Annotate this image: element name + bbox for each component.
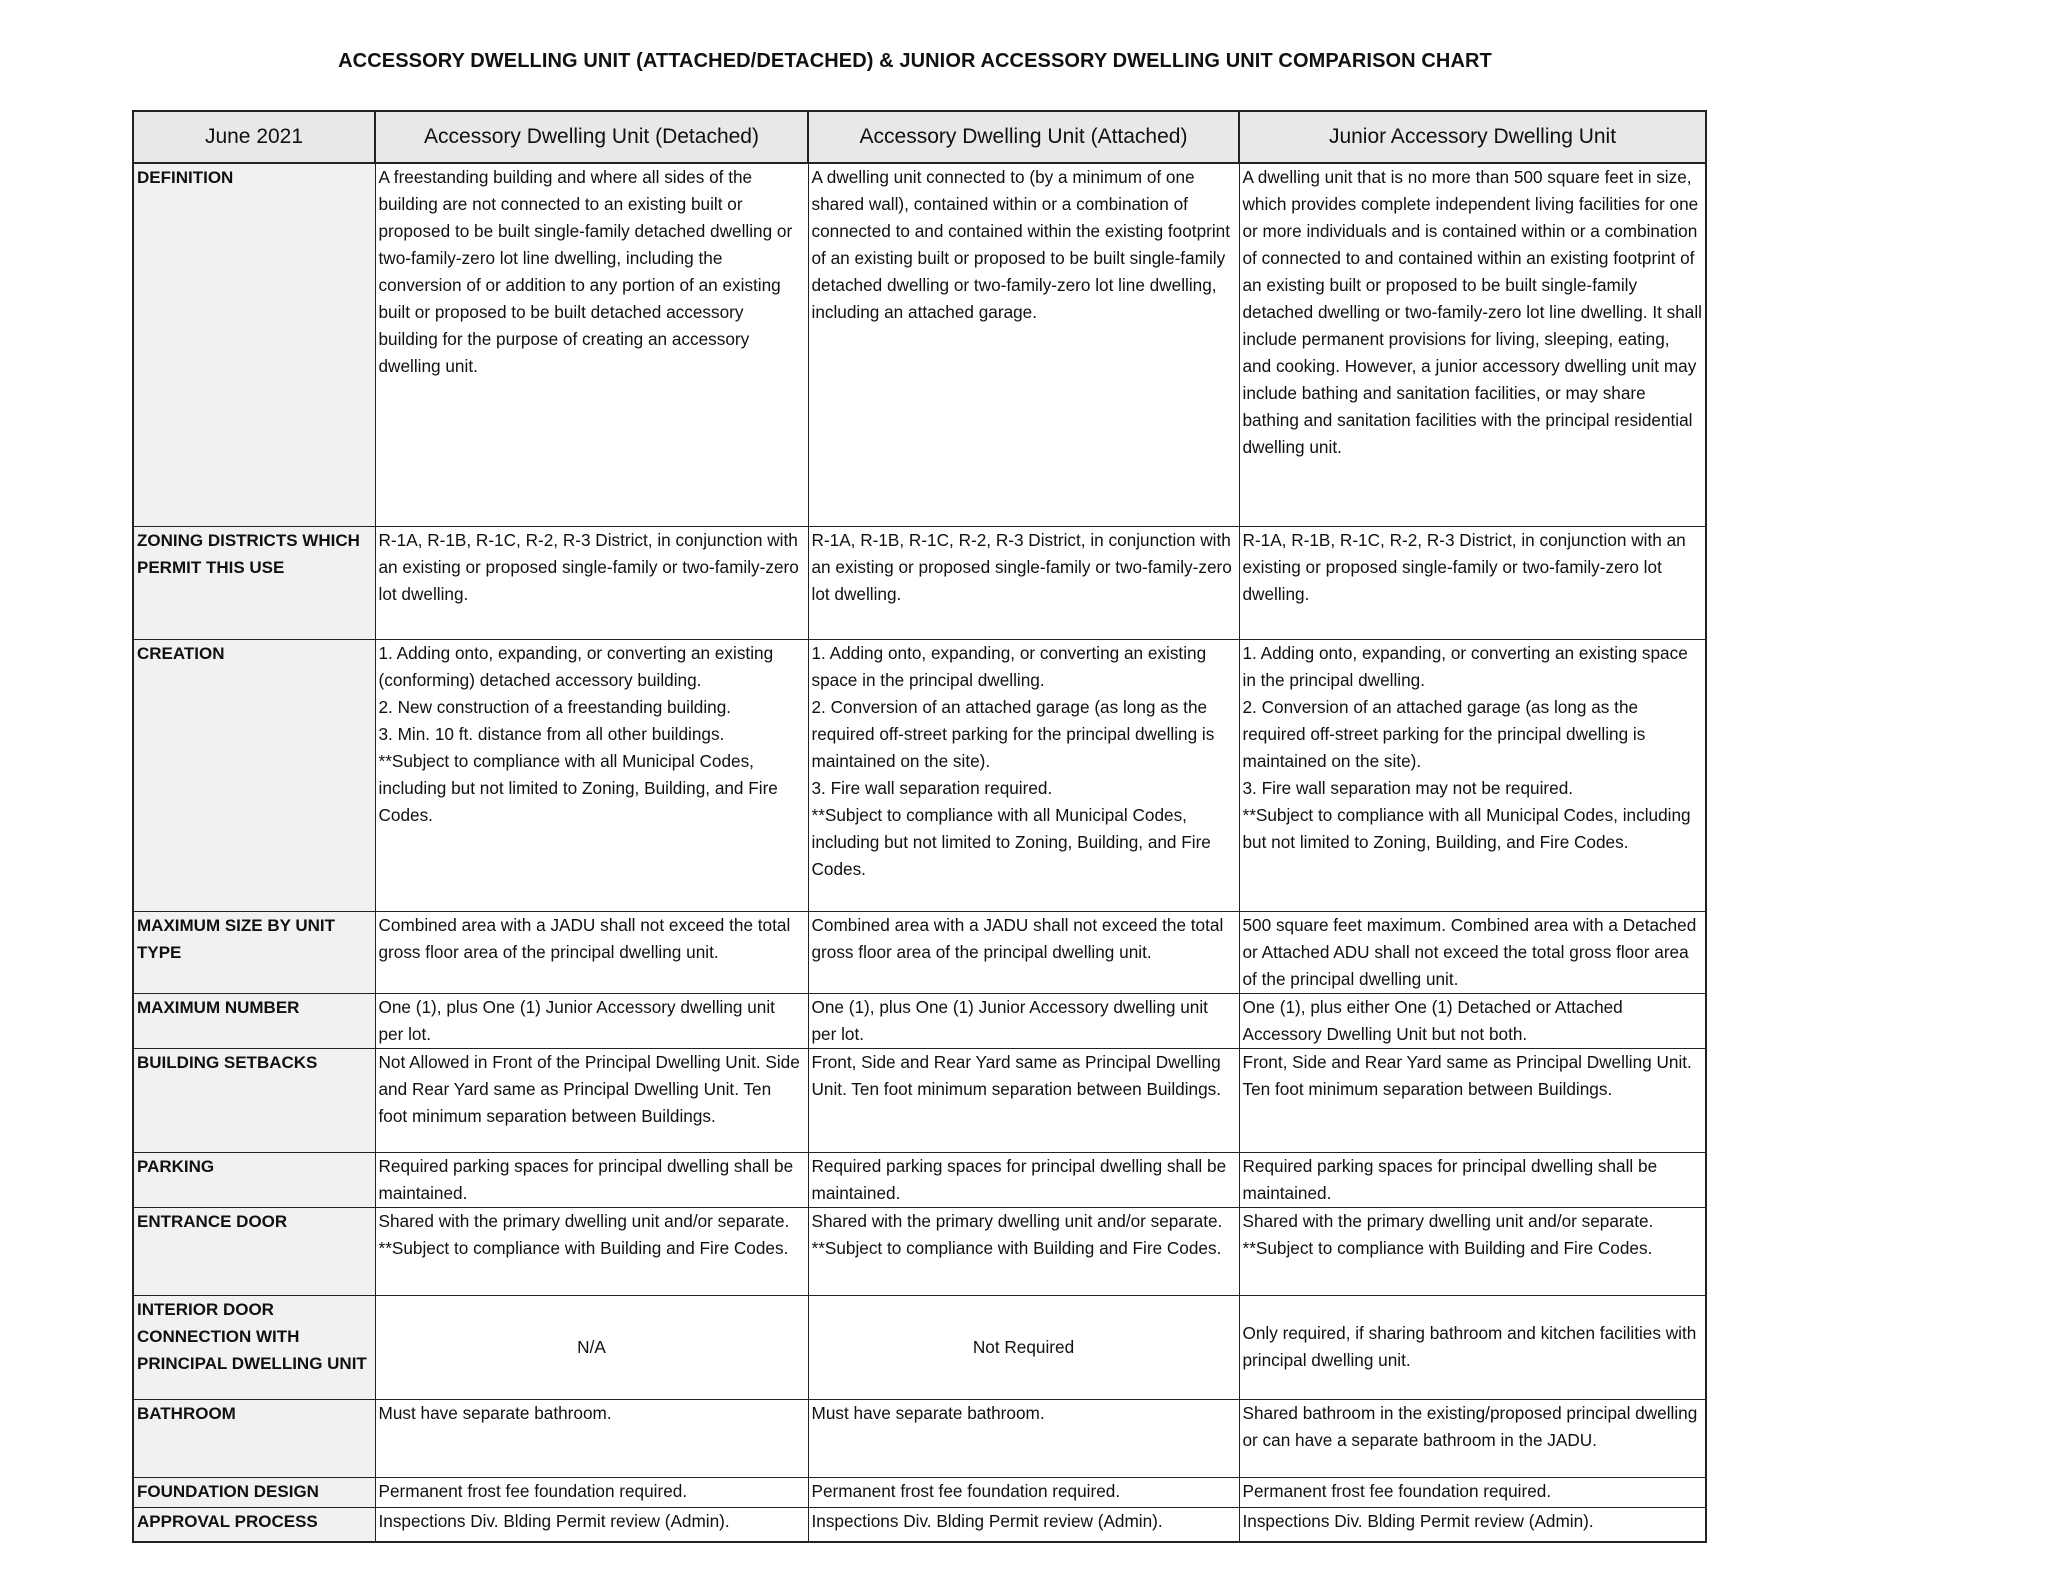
cell-text: Shared with the primary dwelling unit and/or separate. **Subject to compliance with Building and Fire Codes. [1242,1210,1654,1258]
table-cell [1239,1207,1706,1295]
header-adu-attached: Accessory Dwelling Unit (Attached) [808,111,1239,163]
cell-text: Front, Side and Rear Yard same as Principal Dwelling Unit. Ten foot minimum separation between Buildings. [811,1051,1222,1099]
cell-text: Permanent frost fee foundation required. [811,1480,1121,1501]
cell-text: Inspections Div. Blding Permit review (Admin). [1242,1510,1594,1531]
header-jadu: Junior Accessory Dwelling Unit [1239,111,1706,163]
cell-text: Combined area with a JADU shall not exceed the total gross floor area of the principal dwelling unit. [811,914,1224,962]
table-cell [1239,526,1706,639]
table-cell [1239,1048,1706,1152]
row-label: MAXIMUM NUMBER [133,993,375,1048]
cell-text: R-1A, R-1B, R-1C, R-2, R-3 District, in conjunction with an existing or proposed single-family or two-family-zero lot dwelling. [1242,529,1686,604]
table-cell [808,1048,1239,1152]
cell-text: 1. Adding onto, expanding, or converting an existing space in the principal dwelling. 2. Conversion of an attached garage (as long as the required off-street parking for the principal dwelling is maintained on the site). 3. Fire wall separation may not be required. **Subject to compliance with all Municipal Codes, including but not limited to Zoning, Building, and Fire Codes. [1242,642,1691,852]
table-cell [375,526,808,639]
table-cell [808,639,1239,911]
table-cell [375,1399,808,1477]
row-label: ENTRANCE DOOR [133,1207,375,1295]
table-cell [375,1295,808,1399]
cell-text: 500 square feet maximum. Combined area with a Detached or Attached ADU shall not exceed the total gross floor area of the principal dwelling unit. [1242,914,1697,989]
table-cell [808,1507,1239,1542]
table-cell [808,911,1239,993]
table-cell [808,993,1239,1048]
table-cell [1239,911,1706,993]
cell-text: Must have separate bathroom. [811,1402,1045,1423]
table-row [133,1295,1706,1399]
cell-text: Not Required [972,1336,1075,1357]
table-row [133,1399,1706,1477]
table-cell [375,993,808,1048]
row-label: BUILDING SETBACKS [133,1048,375,1152]
cell-text: Shared bathroom in the existing/proposed principal dwelling or can have a separate bathroom in the JADU. [1242,1402,1698,1450]
cell-text: R-1A, R-1B, R-1C, R-2, R-3 District, in conjunction with an existing or proposed single-family or two-family-zero lot dwelling. [811,529,1232,604]
table-cell [1239,639,1706,911]
cell-text: Only required, if sharing bathroom and kitchen facilities with principal dwelling unit. [1242,1323,1697,1370]
table-row [133,1048,1706,1152]
cell-text: A freestanding building and where all sides of the building are not connected to an existing built or proposed to be built single-family detached dwelling or two-family-zero lot line dwelling, including the conversion of or addition to any portion of an existing built or proposed to be built detached accessory building for the purpose of creating an accessory dwelling unit. [378,167,793,376]
cell-text: One (1), plus One (1) Junior Accessory dwelling unit per lot. [811,996,1208,1044]
cell-text: Inspections Div. Blding Permit review (Admin). [811,1510,1163,1531]
table-row [133,911,1706,993]
cell-text: 1. Adding onto, expanding, or converting an existing (conforming) detached accessory building. 2. New construction of a freestanding building. 3. Min. 10 ft. distance from all other buildings. **Subject to compliance with all Municipal Codes, including but not limited to Zoning, Building, and Fire Codes. [378,642,778,825]
table-cell [1239,1507,1706,1542]
table-row [133,639,1706,911]
table-cell [375,639,808,911]
table-cell [375,1507,808,1542]
table-cell [808,1477,1239,1507]
table-cell [808,1152,1239,1207]
table-cell [1239,1399,1706,1477]
row-label: DEFINITION [133,163,375,526]
table-cell [375,1048,808,1152]
table-cell [375,1207,808,1295]
row-label: BATHROOM [133,1399,375,1477]
table-row [133,1207,1706,1295]
row-label: INTERIOR DOOR CONNECTION WITH PRINCIPAL DWELLING UNIT [133,1295,375,1399]
table-cell [375,1152,808,1207]
cell-text: Required parking spaces for principal dwelling shall be maintained. [1242,1155,1658,1203]
cell-text: 1. Adding onto, expanding, or converting an existing space in the principal dwelling. 2. Conversion of an attached garage (as long as the required off-street parking for the principal dwelling is maintained on the site). 3. Fire wall separation required. **Subject to compliance with all Municipal Codes, including but not limited to Zoning, Building, and Fire Codes. [811,642,1215,879]
row-label: PARKING [133,1152,375,1207]
table-cell [808,1399,1239,1477]
table-cell [1239,1152,1706,1207]
table-row [133,1477,1706,1507]
cell-text: Required parking spaces for principal dwelling shall be maintained. [378,1155,794,1203]
table-row [133,1507,1706,1542]
table-cell [1239,163,1706,526]
table-cell [1239,1295,1706,1399]
comparison-table [132,110,1707,1543]
cell-text: One (1), plus One (1) Junior Accessory dwelling unit per lot. [378,996,775,1044]
row-label: ZONING DISTRICTS WHICH PERMIT THIS USE [133,526,375,639]
table-row [133,163,1706,526]
cell-text: Shared with the primary dwelling unit and/or separate. **Subject to compliance with Building and Fire Codes. [378,1210,790,1258]
cell-text: A dwelling unit that is no more than 500 square feet in size, which provides complete independent living facilities for one or more individuals and is contained within or a combination of connected to and contained within an existing footprint of an existing built or proposed to be built single-family detached dwelling or two-family-zero lot line dwelling. It shall include permanent provisions for living, sleeping, eating, and cooking. However, a junior accessory dwelling unit may include bathing and sanitation facilities, or may share bathing and sanitation facilities with the principal residential dwelling unit. [1242,167,1703,457]
table-cell [808,163,1239,526]
header-adu-detached: Accessory Dwelling Unit (Detached) [375,111,808,163]
cell-text: Permanent frost fee foundation required. [1242,1480,1552,1501]
cell-text: Must have separate bathroom. [378,1402,612,1423]
cell-text: Front, Side and Rear Yard same as Principal Dwelling Unit. Ten foot minimum separation between Buildings. [1242,1051,1692,1099]
table-row [133,526,1706,639]
table-cell [808,1207,1239,1295]
table-cell [375,1477,808,1507]
cell-text: R-1A, R-1B, R-1C, R-2, R-3 District, in conjunction with an existing or proposed single-family or two-family-zero lot dwelling. [378,529,799,604]
table-cell [1239,1477,1706,1507]
table-header-row [133,111,1706,163]
row-label: MAXIMUM SIZE BY UNIT TYPE [133,911,375,993]
cell-text: Combined area with a JADU shall not exceed the total gross floor area of the principal dwelling unit. [378,914,791,962]
table-cell [375,163,808,526]
table-cell [375,911,808,993]
header-date: June 2021 [133,111,375,163]
table-cell [808,1295,1239,1399]
cell-text: N/A [577,1336,606,1357]
table-cell [808,526,1239,639]
page-title: ACCESSORY DWELLING UNIT (ATTACHED/DETACHED) & JUNIOR ACCESSORY DWELLING UNIT COMPARISON CHART [338,50,1492,72]
row-label: CREATION [133,639,375,911]
row-label: FOUNDATION DESIGN [133,1477,375,1507]
cell-text: Not Allowed in Front of the Principal Dwelling Unit. Side and Rear Yard same as Principal Dwelling Unit. Ten foot minimum separation between Buildings. [378,1051,800,1126]
cell-text: A dwelling unit connected to (by a minimum of one shared wall), contained within or a combination of connected to and contained within the existing footprint of an existing built or proposed to be built single-family detached dwelling or two-family-zero lot line dwelling, including an attached garage. [811,167,1231,322]
cell-text: Inspections Div. Blding Permit review (Admin). [378,1510,730,1531]
cell-text: Required parking spaces for principal dwelling shall be maintained. [811,1155,1227,1203]
table-row [133,1152,1706,1207]
table-row [133,993,1706,1048]
cell-text: Shared with the primary dwelling unit and/or separate. **Subject to compliance with Building and Fire Codes. [811,1210,1223,1258]
cell-text: Permanent frost fee foundation required. [378,1480,688,1501]
cell-text: One (1), plus either One (1) Detached or Attached Accessory Dwelling Unit but not both. [1242,996,1623,1044]
table-cell [1239,993,1706,1048]
row-label: APPROVAL PROCESS [133,1507,375,1542]
